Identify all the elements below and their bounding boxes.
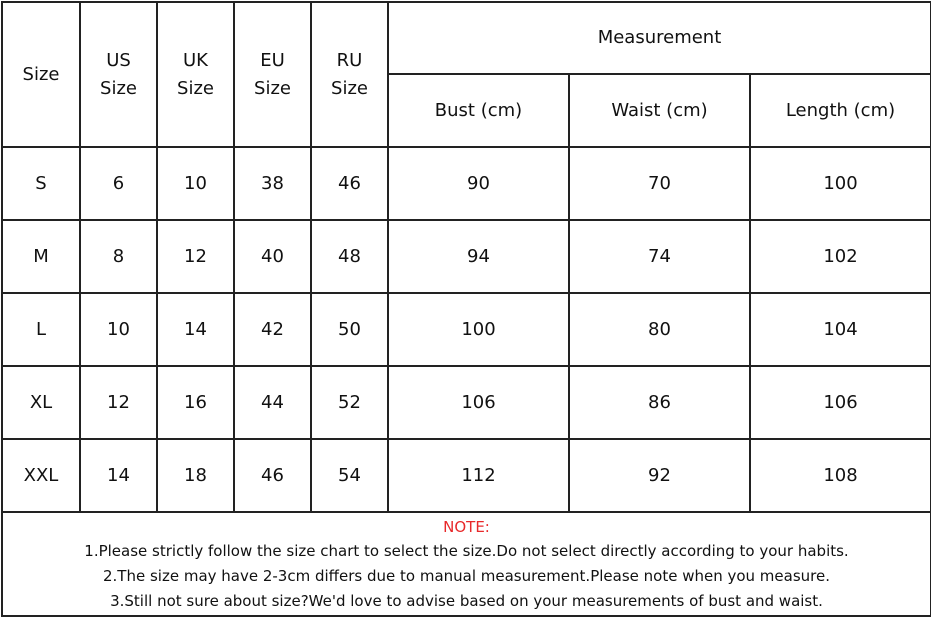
header-bust bbox=[388, 74, 569, 147]
cell-waist: 92 bbox=[569, 439, 750, 512]
header-ru-size bbox=[311, 2, 388, 147]
header-length bbox=[750, 74, 931, 147]
cell-us: 10 bbox=[80, 293, 157, 366]
header-waist-label: Waist (cm) bbox=[611, 99, 708, 121]
cell-bust: 94 bbox=[388, 220, 569, 293]
header-us-line2: Size bbox=[100, 77, 137, 99]
cell-eu: 44 bbox=[234, 366, 311, 439]
cell-size: XXL bbox=[2, 439, 80, 512]
cell-us: 8 bbox=[80, 220, 157, 293]
cell-length: 102 bbox=[750, 220, 931, 293]
header-length-label: Length (cm) bbox=[785, 99, 896, 121]
cell-ru: 54 bbox=[311, 439, 388, 512]
header-size bbox=[2, 2, 80, 147]
note-line-3: 3.Still not sure about size?We'd love to advise based on your measurements of bust and waist. bbox=[110, 592, 823, 610]
cell-uk: 14 bbox=[157, 293, 234, 366]
header-eu-size bbox=[234, 2, 311, 147]
table-row bbox=[2, 439, 931, 512]
header-measurement-label: Measurement bbox=[597, 27, 722, 48]
cell-size: S bbox=[2, 147, 80, 220]
table-row bbox=[2, 220, 931, 293]
header-us-line1: US bbox=[106, 49, 131, 71]
header-ru-line2: Size bbox=[331, 77, 368, 99]
note-line-2: 2.The size may have 2-3cm differs due to manual measurement.Please note when you measure. bbox=[103, 567, 830, 585]
cell-us: 14 bbox=[80, 439, 157, 512]
note-line-1: 1.Please strictly follow the size chart to select the size.Do not select directly according to your habits. bbox=[84, 542, 849, 560]
table-row bbox=[2, 293, 931, 366]
note-title: NOTE: bbox=[443, 518, 490, 536]
cell-ru: 48 bbox=[311, 220, 388, 293]
cell-length: 104 bbox=[750, 293, 931, 366]
cell-length: 108 bbox=[750, 439, 931, 512]
header-size-label: Size bbox=[22, 63, 60, 85]
header-eu-line1: EU bbox=[260, 49, 285, 71]
cell-bust: 90 bbox=[388, 147, 569, 220]
header-uk-line1: UK bbox=[183, 49, 208, 71]
header-waist bbox=[569, 74, 750, 147]
cell-size: M bbox=[2, 220, 80, 293]
table-row bbox=[2, 147, 931, 220]
header-row-top bbox=[2, 2, 931, 74]
cell-size: L bbox=[2, 293, 80, 366]
cell-length: 100 bbox=[750, 147, 931, 220]
cell-bust: 112 bbox=[388, 439, 569, 512]
cell-length: 106 bbox=[750, 366, 931, 439]
cell-waist: 86 bbox=[569, 366, 750, 439]
cell-ru: 52 bbox=[311, 366, 388, 439]
notes-row bbox=[2, 512, 931, 616]
cell-ru: 50 bbox=[311, 293, 388, 366]
size-chart-table bbox=[1, 1, 931, 617]
cell-eu: 46 bbox=[234, 439, 311, 512]
header-us-size bbox=[80, 2, 157, 147]
table-row bbox=[2, 366, 931, 439]
cell-ru: 46 bbox=[311, 147, 388, 220]
cell-uk: 12 bbox=[157, 220, 234, 293]
header-ru-line1: RU bbox=[336, 49, 363, 71]
cell-uk: 10 bbox=[157, 147, 234, 220]
header-measurement bbox=[388, 2, 931, 74]
cell-us: 12 bbox=[80, 366, 157, 439]
header-uk-size bbox=[157, 2, 234, 147]
cell-waist: 70 bbox=[569, 147, 750, 220]
header-eu-line2: Size bbox=[254, 77, 291, 99]
cell-waist: 80 bbox=[569, 293, 750, 366]
cell-eu: 42 bbox=[234, 293, 311, 366]
cell-bust: 100 bbox=[388, 293, 569, 366]
header-bust-label: Bust (cm) bbox=[434, 99, 523, 121]
cell-bust: 106 bbox=[388, 366, 569, 439]
cell-waist: 74 bbox=[569, 220, 750, 293]
cell-us: 6 bbox=[80, 147, 157, 220]
cell-size: XL bbox=[2, 366, 80, 439]
notes-cell bbox=[2, 512, 931, 616]
cell-eu: 38 bbox=[234, 147, 311, 220]
cell-eu: 40 bbox=[234, 220, 311, 293]
header-uk-line2: Size bbox=[177, 77, 214, 99]
cell-uk: 18 bbox=[157, 439, 234, 512]
cell-uk: 16 bbox=[157, 366, 234, 439]
